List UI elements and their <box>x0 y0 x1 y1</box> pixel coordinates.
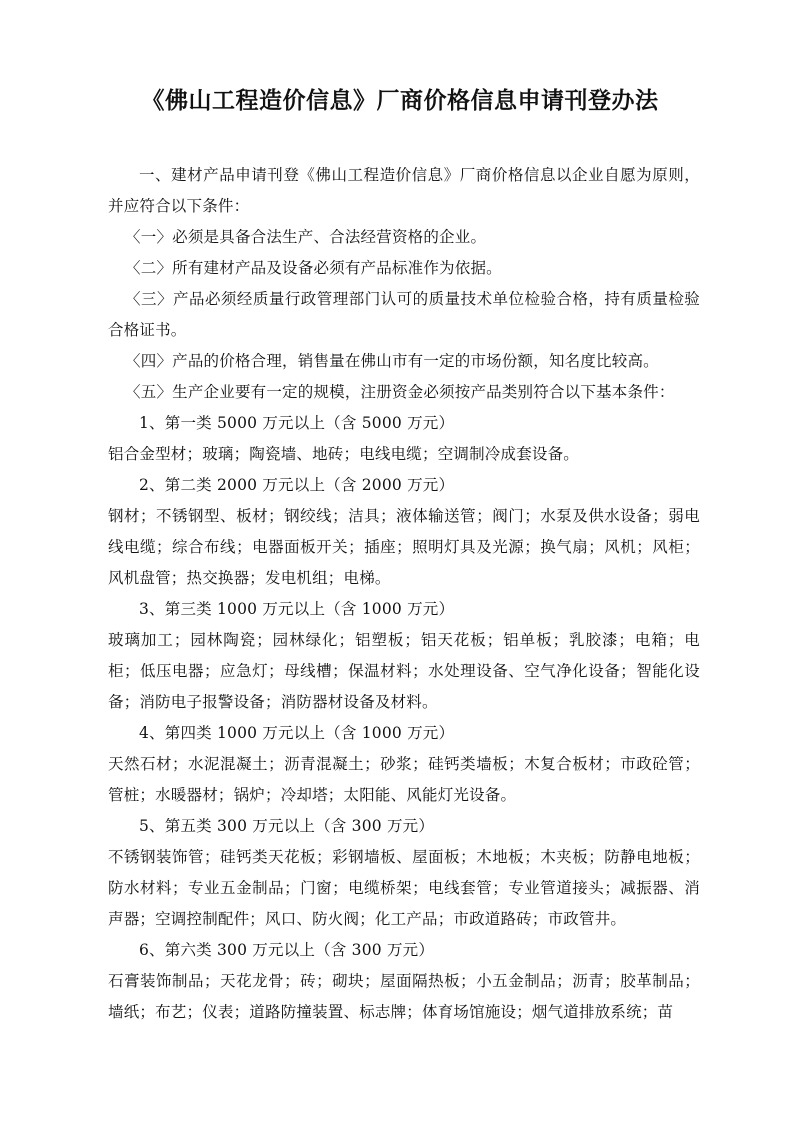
category-4-heading: 4、第四类 1000 万元以上（含 1000 万元） <box>139 724 455 742</box>
condition-5: 〈五〉生产企业要有一定的规模，注册资金必须按产品类别符合以下基本条件： <box>125 383 675 401</box>
category-6-items: 石膏装饰制品；天花龙骨；砖；砌块；屋面隔热板；小五金制品；沥青；胶革制品；墙纸；布艺；仪表；道路防撞装置、标志牌；体育场馆施设；烟气道排放系统；苗 <box>108 972 700 1021</box>
category-1-items: 铝合金型材；玻璃；陶瓷墙、地砖；电线电缆；空调制冷成套设备。 <box>108 445 580 463</box>
condition-2: 〈二〉所有建材产品及设备必须有产品标准作为依据。 <box>125 259 502 277</box>
category-3-items: 玻璃加工；园林陶瓷；园林绿化；铝塑板；铝天花板；铝单板；乳胶漆；电箱；电柜；低压电器；应急灯；母线槽；保温材料；水处理设备、空气净化设备；智能化设备；消防电子报警设备；消防器材设备及材料。 <box>108 631 700 711</box>
category-5-heading: 5、第五类 300 万元以上（含 300 万元） <box>139 817 435 835</box>
category-2-items: 钢材；不锈钢型、板材；钢绞线；洁具；液体输送管；阀门；水泵及供水设备；弱电线电缆；综合布线；电器面板开关；插座；照明灯具及光源；换气扇；风机；风柜；风机盘管；热交换器；发电机组；电梯。 <box>108 507 700 587</box>
category-3-heading: 3、第三类 1000 万元以上（含 1000 万元） <box>139 600 455 618</box>
paragraph-intro: 一、建材产品申请刊登《佛山工程造价信息》厂商价格信息以企业自愿为原则，并应符合以下条件： <box>108 166 700 215</box>
document-title: 《佛山工程造价信息》厂商价格信息申请刊登办法 <box>141 88 659 114</box>
category-2-heading: 2、第二类 2000 万元以上（含 2000 万元） <box>139 476 455 494</box>
condition-4: 〈四〉产品的价格合理，销售量在佛山市有一定的市场份额，知名度比较高。 <box>125 352 659 370</box>
document-body <box>108 160 700 1028</box>
condition-3: 〈三〉产品必须经质量行政管理部门认可的质量技术单位检验合格，持有质量检验合格证书。 <box>108 290 700 339</box>
category-5-items: 不锈钢装饰管；硅钙类天花板；彩钢墙板、屋面板；木地板；木夹板；防静电地板；防水材料；专业五金制品；门窗；电缆桥架；电线套管；专业管道接头；减振器、消声器；空调控制配件；风口、防火阀；化工产品；市政道路砖；市政管井。 <box>108 848 700 928</box>
category-6-heading: 6、第六类 300 万元以上（含 300 万元） <box>139 941 435 959</box>
category-1-heading: 1、第一类 5000 万元以上（含 5000 万元） <box>139 414 455 432</box>
category-4-items: 天然石材；水泥混凝土；沥青混凝土；砂浆；硅钙类墙板；木复合板材；市政砼管；管桩；水暖器材；锅炉；冷却塔；太阳能、风能灯光设备。 <box>108 755 700 804</box>
condition-1: 〈一〉必须是具备合法生产、合法经营资格的企业。 <box>125 228 487 246</box>
